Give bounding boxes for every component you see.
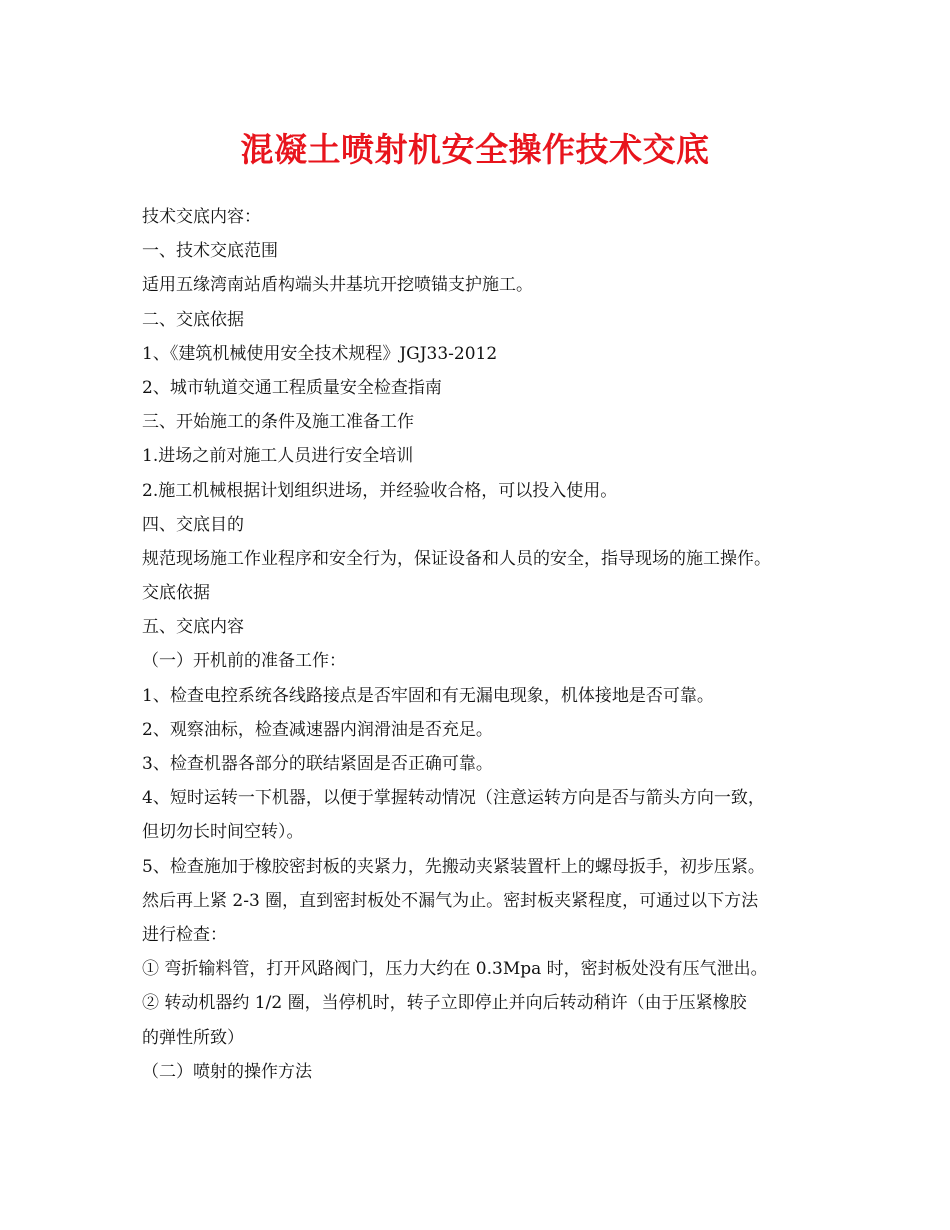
body-line: 进行检查： — [142, 924, 227, 945]
section-heading: 一、技术交底范围 — [142, 241, 278, 262]
body-line: 2、城市轨道交通工程质量安全检查指南 — [142, 377, 442, 398]
body-line: 但切勿长时间空转）。 — [142, 822, 304, 843]
body-line: 交底依据 — [142, 583, 210, 604]
body-line: ② 转动机器约 1/2 圈，当停机时，转子立即停止并向后转动稍许（由于压紧橡胶 — [142, 993, 747, 1014]
body-line: 1、检查电控系统各线路接点是否牢固和有无漏电现象，机体接地是否可靠。 — [142, 685, 714, 706]
body-line: 然后再上紧 2-3 圈，直到密封板处不漏气为止。密封板夹紧程度，可通过以下方法 — [142, 890, 759, 911]
section-heading: 四、交底目的 — [142, 514, 244, 535]
body-line: ① 弯折输料管，打开风路阀门，压力大约在 0.3Mpa 时，密封板处没有压气泄出。 — [142, 959, 768, 980]
body-line: 的弹性所致） — [142, 1027, 244, 1048]
body-line: 2.施工机械根据计划组织进场，并经验收合格，可以投入使用。 — [142, 480, 618, 501]
body-line: 适用五缘湾南站盾构端头井基坑开挖喷锚支护施工。 — [142, 275, 533, 296]
section-heading: 二、交底依据 — [142, 309, 244, 330]
document-title: 混凝土喷射机安全操作技术交底 — [240, 130, 710, 169]
section-heading: 三、开始施工的条件及施工准备工作 — [142, 412, 414, 433]
body-line: 1.进场之前对施工人员进行安全培训 — [142, 446, 414, 467]
body-line: 5、检查施加于橡胶密封板的夹紧力，先搬动夹紧装置杆上的螺母扳手，初步压紧。 — [142, 856, 765, 877]
body-line: 规范现场施工作业程序和安全行为，保证设备和人员的安全，指导现场的施工操作。 — [142, 548, 771, 569]
body-line: 4、短时运转一下机器，以便于掌握转动情况（注意运转方向是否与箭头方向一致， — [142, 788, 765, 809]
section-heading: 五、交底内容 — [142, 617, 244, 638]
subsection-heading: （二）喷射的操作方法 — [142, 1061, 312, 1082]
body-line: 1、《建筑机械使用安全技术规程》JGJ33-2012 — [142, 343, 498, 364]
body-line: 3、检查机器各部分的联结紧固是否正确可靠。 — [142, 754, 493, 774]
body-line: 2、观察油标，检查减速器内润滑油是否充足。 — [142, 719, 493, 740]
document-body — [142, 200, 842, 1089]
body-line: 技术交底内容： — [142, 207, 261, 227]
subsection-heading: （一）开机前的准备工作： — [142, 651, 346, 672]
